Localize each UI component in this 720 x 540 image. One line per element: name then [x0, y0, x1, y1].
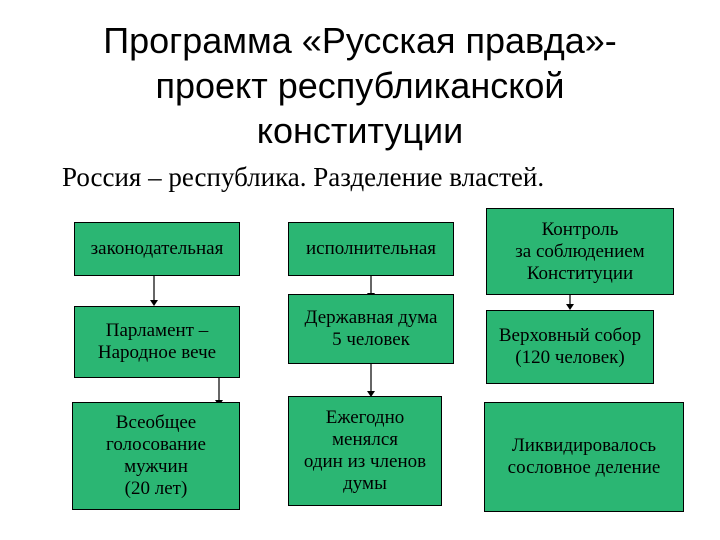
label-synod: Верховный собор (120 человек)	[498, 325, 642, 368]
box-estates	[484, 402, 684, 512]
label-control: Контроль за соблюдением Конституции	[515, 218, 645, 284]
box-duma	[288, 294, 454, 364]
box-suffrage	[72, 402, 240, 510]
label-executive: исполнительная	[305, 238, 437, 259]
title-text: Программа «Русская правда»- проект республиканской конституции	[103, 20, 617, 151]
label-duma: Державная дума 5 человек	[304, 307, 438, 350]
label-parliament: Парламент – Народное вече	[97, 320, 217, 363]
subtitle: Россия – республика. Разделение властей.	[62, 162, 545, 192]
label-estates: Ликвидировалось сословное деление	[507, 435, 661, 478]
box-legislative	[74, 222, 240, 276]
box-rotation	[288, 396, 442, 506]
box-synod	[486, 310, 654, 384]
label-suffrage: Всеобщее голосование мужчин (20 лет)	[106, 412, 206, 499]
box-executive	[288, 222, 454, 276]
label-legislative: законодательная	[90, 238, 224, 259]
box-control	[486, 208, 674, 295]
box-parliament	[74, 306, 240, 378]
label-rotation: Ежегодно менялся один из членов думы	[303, 407, 427, 494]
